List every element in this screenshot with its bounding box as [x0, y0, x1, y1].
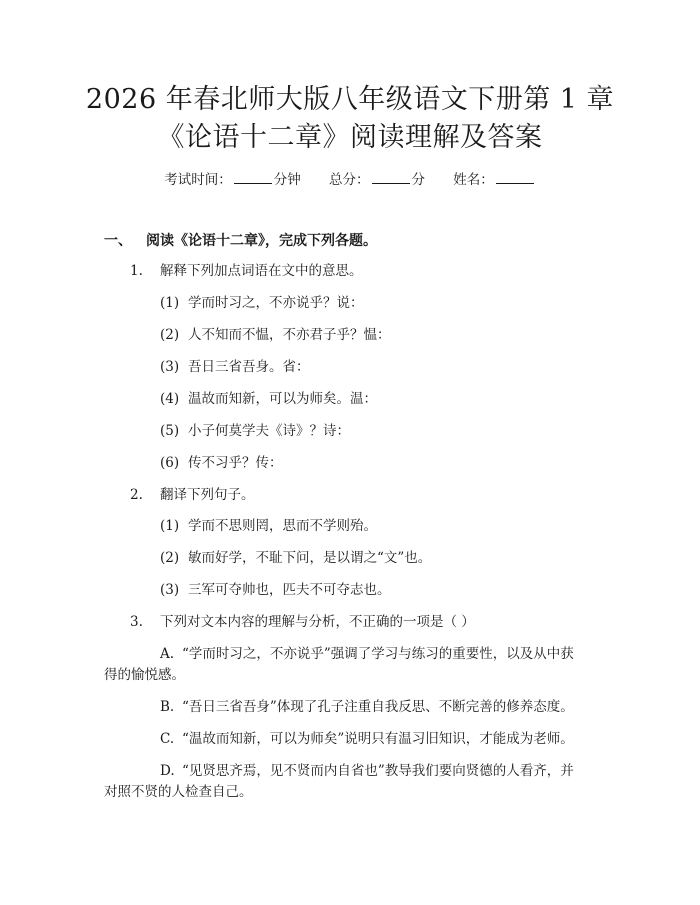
option-text: “温故而知新，可以为师矣”说明只有温习旧知识，才能成为老师。 [182, 731, 574, 747]
sub-item [160, 358, 310, 376]
section-heading [104, 232, 377, 250]
student-name [453, 172, 536, 188]
option-a-continued: 得的愉悦感。 [104, 667, 185, 683]
sub-item-text: 小子何莫学夫《诗》？诗： [188, 423, 350, 439]
option-text: “吾日三省吾身”体现了孔子注重自我反思、不断完善的修养态度。 [182, 699, 574, 715]
option-a [160, 645, 574, 663]
option-d-continued: 对照不贤的人检查自己。 [104, 784, 253, 800]
score-blank[interactable] [372, 169, 410, 184]
sub-item [160, 294, 364, 312]
sub-item-text: 温故而知新，可以为师矣。温： [188, 391, 377, 407]
score-unit: 分 [411, 172, 425, 188]
sub-item [160, 454, 283, 472]
time-label: 考试时间： [164, 172, 232, 188]
question-1 [130, 262, 363, 280]
sub-item-number: (2) [160, 327, 180, 343]
sub-item-number: (4) [160, 391, 180, 407]
option-b [160, 698, 574, 716]
option-letter: B. [160, 699, 175, 715]
time-unit: 分钟 [273, 172, 301, 188]
option-c [160, 730, 574, 748]
sub-item-text: 传不习乎？传： [188, 455, 283, 471]
question-number: 3. [130, 614, 143, 630]
sub-item [160, 517, 377, 535]
question-number: 1. [130, 263, 143, 279]
sub-item-number: (5) [160, 423, 180, 439]
time-blank[interactable] [234, 169, 272, 184]
section-title: 阅读《论语十二章》，完成下列各题。 [146, 233, 377, 249]
option-text: “见贤思齐焉，见不贤而内自省也”教导我们要向贤德的人看齐，并 [182, 763, 574, 779]
exam-score [329, 172, 429, 188]
name-blank[interactable] [496, 169, 534, 184]
score-label: 总分： [329, 172, 370, 188]
option-letter: C. [160, 731, 175, 747]
option-letter: D. [160, 763, 175, 779]
sub-item-text: 人不知而不愠，不亦君子乎？愠： [188, 327, 391, 343]
question-number: 2. [130, 487, 143, 503]
question-3 [130, 613, 475, 631]
question-text: 翻译下列句子。 [160, 487, 255, 503]
section-number: 一、 [104, 233, 132, 249]
sub-item-text: 学而时习之，不亦说乎？说： [188, 295, 364, 311]
question-2 [130, 486, 255, 504]
option-d [160, 762, 574, 780]
sub-item [160, 549, 431, 567]
option-letter: A. [160, 646, 175, 662]
sub-item [160, 581, 391, 599]
question-text: 解释下列加点词语在文中的意思。 [160, 263, 363, 279]
sub-item-number: (3) [160, 359, 180, 375]
title-line-1: 2026 年春北师大版八年级语文下册第 1 章 [85, 84, 615, 115]
name-label: 姓名： [453, 172, 494, 188]
sub-item-number: (1) [160, 518, 180, 534]
sub-item [160, 390, 377, 408]
exam-time [164, 172, 305, 188]
sub-item [160, 326, 391, 344]
sub-item-text: 敏而好学，不耻下问，是以谓之“文”也。 [188, 550, 432, 566]
sub-item [160, 422, 350, 440]
sub-item-number: (3) [160, 582, 180, 598]
option-text: “学而时习之，不亦说乎”强调了学习与练习的重要性，以及从中获 [182, 646, 574, 662]
sub-item-number: (2) [160, 550, 180, 566]
sub-item-number: (6) [160, 455, 180, 471]
question-text: 下列对文本内容的理解与分析，不正确的一项是（ ） [160, 614, 475, 630]
sub-item-text: 学而不思则罔，思而不学则殆。 [188, 518, 377, 534]
exam-meta [0, 169, 700, 189]
sub-item-text: 吾日三省吾身。省： [188, 359, 310, 375]
title-line-2: 《论语十二章》阅读理解及答案 [157, 122, 543, 153]
sub-item-text: 三军可夺帅也，匹夫不可夺志也。 [188, 582, 391, 598]
sub-item-number: (1) [160, 295, 180, 311]
